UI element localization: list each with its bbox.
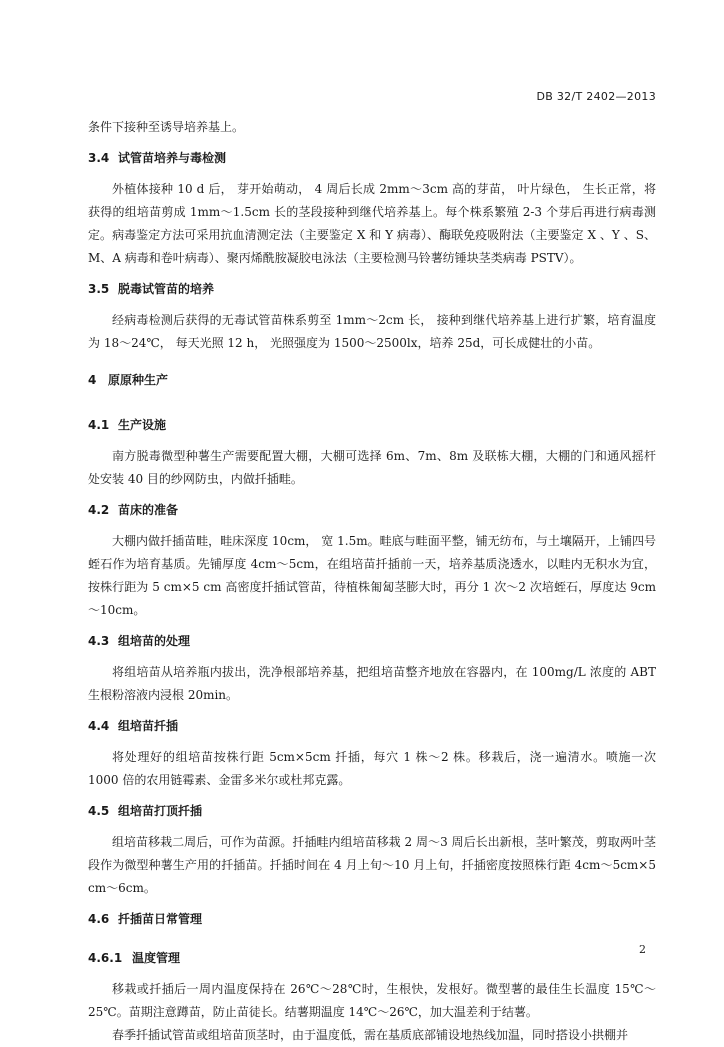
section-title: 原原种生产	[108, 373, 169, 387]
spacer	[88, 707, 656, 715]
section-number: 3.5	[88, 282, 110, 296]
spacer	[88, 792, 656, 800]
section-heading	[88, 630, 656, 653]
spacer	[88, 301, 656, 309]
section-title: 组培苗的处理	[118, 634, 191, 648]
section-heading	[88, 369, 656, 392]
spacer	[88, 823, 656, 831]
paragraph: 移栽或扦插后一周内温度保持在 26℃～28℃时，生根快，发根好。微型薯的最佳生长温度 15℃～25℃。苗期注意蹲苗，防止苗徒长。结薯期温度 14℃～26℃，加大温差利于结薯。	[88, 982, 656, 1019]
section-number: 4.5	[88, 804, 110, 818]
section-heading	[88, 278, 656, 301]
section-number: 4.6	[88, 912, 110, 926]
section-title: 扦插苗日常管理	[118, 912, 203, 926]
spacer	[88, 900, 656, 908]
spacer	[88, 653, 656, 661]
section-number: 4	[88, 373, 97, 387]
section-heading	[88, 414, 656, 437]
section-title: 试管苗培养与毒检测	[118, 151, 227, 165]
paragraph: 春季扦插试管苗或组培苗顶茎时，由于温度低，需在基质底部铺设地热线加温，同时搭设小拱棚并	[112, 1028, 629, 1042]
section-heading	[88, 499, 656, 522]
section-title: 组培苗打顶扦插	[118, 804, 203, 818]
section-title: 脱毒试管苗的培养	[118, 282, 215, 296]
spacer	[88, 170, 656, 178]
paragraph: 外植体接种 10 d 后， 芽开始萌动， 4 周后长成 2mm～3cm 高的芽苗， 叶片绿色， 生长正常，将获得的组培苗剪成 1mm～1.5cm 长的茎段接种到继代培养基上。每个株系繁殖 2-3 个芽后再进行病毒测定。病毒鉴定方法可采用抗血清测定法（主要鉴定 X 和 Y 病毒）、酶联免疫吸附法（主要鉴定 X 、Y 、S、M、A 病毒和卷叶病毒）、聚丙烯酰胺凝胶电泳法（主要检测马铃薯纺锤块茎类病毒 PSTV）。	[88, 182, 656, 265]
section-title: 苗床的准备	[118, 503, 179, 517]
section-title: 组培苗扦插	[118, 719, 179, 733]
section-heading	[88, 947, 656, 970]
section-number: 4.1	[88, 418, 110, 432]
paragraph: 大棚内做扦插苗畦，畦床深度 10cm， 宽 1.5m。畦底与畦面平整，铺无纺布，与土壤隔开，上铺四号蛭石作为培育基质。先铺厚度 4cm～5cm，在组培苗扦插前一天，培养基质浇透水，以畦内无积水为宜，按株行距为 5 cm×5 cm 高密度扦插试管苗，待植株匍匐茎膨大时，再分 1 次～2 次培蛭石，厚度达 9cm～10cm。	[88, 534, 656, 617]
spacer	[88, 392, 656, 406]
section-number: 4.6.1	[88, 951, 123, 965]
section-number: 4.4	[88, 719, 110, 733]
section-heading	[88, 715, 656, 738]
section-heading	[88, 147, 656, 170]
spacer	[88, 622, 656, 630]
spacer	[88, 970, 656, 978]
section-title: 生产设施	[118, 418, 167, 432]
spacer	[88, 270, 656, 278]
paragraph: 将组培苗从培养瓶内拔出，洗净根部培养基，把组培苗整齐地放在容器内，在 100mg/L 浓度的 ABT 生根粉溶液内浸根 20min。	[88, 665, 656, 702]
paragraph: 组培苗移栽二周后，可作为苗源。扦插畦内组培苗移栽 2 周～3 周后长出新根，茎叶繁茂，剪取两叶茎段作为微型种薯生产用的扦插苗。扦插时间在 4 月上旬～10 月上旬，扦插密度按照株行距 4cm～5cm×5 cm～6cm。	[88, 835, 656, 895]
paragraph: 南方脱毒微型种薯生产需要配置大棚，大棚可选择 6m、7m、8m 及联栋大棚，大棚的门和通风摇杆处安装 40 目的纱网防虫，内做扦插畦。	[88, 449, 656, 486]
section-number: 3.4	[88, 151, 110, 165]
section-title: 温度管理	[132, 951, 181, 965]
document-body	[88, 116, 656, 1047]
spacer	[88, 931, 656, 939]
spacer	[88, 355, 656, 369]
section-heading	[88, 800, 656, 823]
spacer	[88, 522, 656, 530]
spacer	[88, 406, 656, 414]
section-number: 4.3	[88, 634, 110, 648]
spacer	[88, 491, 656, 499]
page-number: 2	[639, 943, 646, 956]
paragraph: 条件下接种至诱导培养基上。	[88, 120, 245, 134]
spacer	[88, 139, 656, 147]
section-number: 4.2	[88, 503, 110, 517]
spacer	[88, 437, 656, 445]
paragraph: 将处理好的组培苗按株行距 5cm×5cm 扦插，每穴 1 株～2 株。移栽后，浇一遍清水。喷施一次 1000 倍的农用链霉素、金雷多米尔或杜邦克露。	[88, 750, 656, 787]
paragraph: 经病毒检测后获得的无毒试管苗株系剪至 1mm～2cm 长， 接种到继代培养基上进行扩繁，培育温度为 18～24℃， 每天光照 12 h， 光照强度为 1500～2500lx，培养 25d，可长成健壮的小苗。	[88, 313, 656, 350]
spacer	[88, 738, 656, 746]
spacer	[88, 939, 656, 947]
section-heading	[88, 908, 656, 931]
standard-code: DB 32/T 2402—2013	[536, 90, 656, 103]
